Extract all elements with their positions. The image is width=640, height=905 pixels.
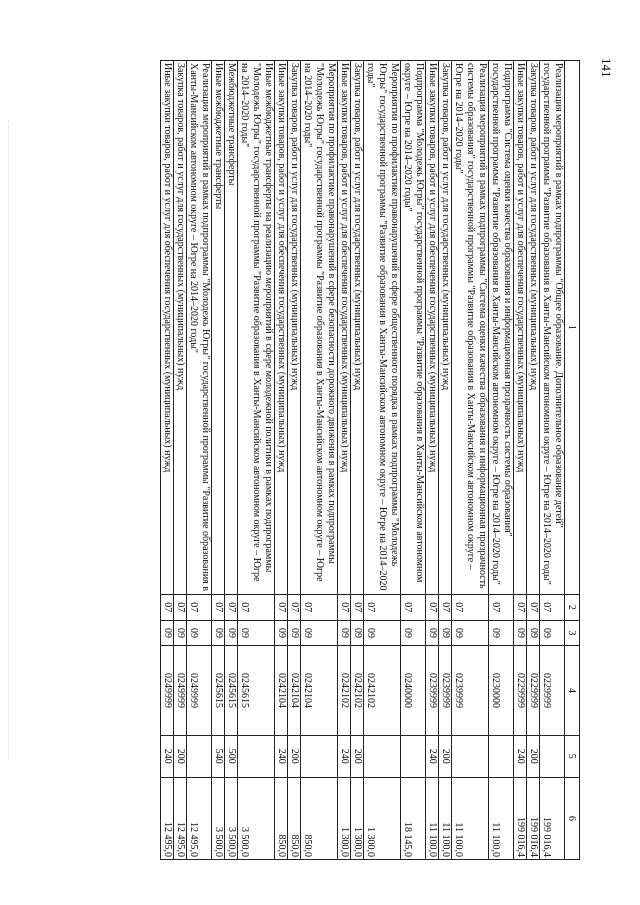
section-code: 07 — [364, 594, 401, 620]
expense-type-code: 200 — [439, 735, 452, 777]
table-row — [161, 61, 174, 860]
amount: 11 100,0 — [452, 777, 489, 859]
section-code: 07 — [275, 594, 288, 620]
amount: 850,0 — [288, 777, 301, 859]
subsection-code: 09 — [401, 620, 426, 646]
subsection-code: 09 — [174, 620, 187, 646]
table-header-row — [565, 61, 580, 860]
row-description: Закупка товаров, работ и услуг для государственных (муниципальных) нужд — [439, 61, 452, 595]
subsection-code: 09 — [439, 620, 452, 646]
subsection-code: 09 — [489, 620, 514, 646]
page-number: 141 — [599, 58, 614, 78]
subsection-code: 09 — [212, 620, 225, 646]
subsection-code: 09 — [426, 620, 439, 646]
amount: 3 500,0 — [212, 777, 225, 859]
section-code: 07 — [401, 594, 426, 620]
row-description: Закупка товаров, работ и услуг для государственных (муниципальных) нужд — [288, 61, 301, 595]
expense-type-code — [489, 735, 514, 777]
table-body — [161, 61, 565, 860]
target-article-code: 0239999 — [452, 646, 489, 735]
amount: 11 100,0 — [439, 777, 452, 859]
column-header: 6 — [565, 777, 580, 859]
table-row — [212, 61, 225, 860]
section-code: 07 — [301, 594, 338, 620]
expense-type-code: 500 — [225, 735, 238, 777]
expense-type-code — [187, 735, 212, 777]
table-row — [426, 61, 439, 860]
section-code: 07 — [540, 594, 565, 620]
section-code: 07 — [174, 594, 187, 620]
table-row — [540, 61, 565, 860]
subsection-code: 09 — [540, 620, 565, 646]
section-code: 07 — [439, 594, 452, 620]
subsection-code: 09 — [338, 620, 351, 646]
subsection-code: 09 — [187, 620, 212, 646]
row-description: Закупка товаров, работ и услуг для государственных (муниципальных) нужд — [351, 61, 364, 595]
subsection-code: 09 — [288, 620, 301, 646]
table-row — [439, 61, 452, 860]
row-description: Иные закупки товаров, работ и услуг для обеспечения государственных (муниципальных) нужд — [426, 61, 439, 595]
subsection-code: 09 — [238, 620, 275, 646]
amount: 12 495,0 — [174, 777, 187, 859]
section-code: 07 — [288, 594, 301, 620]
table-row — [401, 61, 426, 860]
expense-type-code: 200 — [351, 735, 364, 777]
table-row — [238, 61, 275, 860]
column-header: 1 — [565, 61, 580, 595]
target-article-code: 0242102 — [338, 646, 351, 735]
target-article-code: 0242102 — [351, 646, 364, 735]
amount: 3 500,0 — [225, 777, 238, 859]
amount: 12 495,0 — [187, 777, 212, 859]
table-row — [174, 61, 187, 860]
expense-type-code: 200 — [527, 735, 540, 777]
target-article-code: 0249999 — [161, 646, 174, 735]
amount: 199 016,4 — [514, 777, 527, 859]
subsection-code: 09 — [514, 620, 527, 646]
subsection-code: 09 — [301, 620, 338, 646]
section-code: 07 — [351, 594, 364, 620]
expense-type-code — [540, 735, 565, 777]
section-code: 07 — [161, 594, 174, 620]
row-description: Иные межбюджетные трансферты — [212, 61, 225, 595]
target-article-code: 0242104 — [288, 646, 301, 735]
row-description: Иные закупки товаров, работ и услуг для обеспечения государственных (муниципальных) нужд — [161, 61, 174, 595]
table-row — [489, 61, 514, 860]
expense-type-code — [452, 735, 489, 777]
amount: 11 100,0 — [426, 777, 439, 859]
row-description: Иные закупки товаров, работ и услуг для обеспечения государственных (муниципальных) нужд — [338, 61, 351, 595]
target-article-code: 0229999 — [527, 646, 540, 735]
row-description: Закупка товаров, работ и услуг для государственных (муниципальных) нужд — [174, 61, 187, 595]
column-header: 4 — [565, 646, 580, 735]
subsection-code: 09 — [225, 620, 238, 646]
amount: 3 500,0 — [238, 777, 275, 859]
row-description: Реализация мероприятий в рамках подпрограммы "Система оценки качества образования и информационная прозрачность системы образования" государственной программы "Развитие образования в Ханты-Мансийском автономном округе – Югре на 2014–2020 годы" — [452, 61, 489, 595]
table-row — [338, 61, 351, 860]
table-row — [514, 61, 527, 860]
section-code: 07 — [489, 594, 514, 620]
expense-type-code: 540 — [212, 735, 225, 777]
subsection-code: 09 — [161, 620, 174, 646]
column-header: 3 — [565, 620, 580, 646]
target-article-code: 0242104 — [275, 646, 288, 735]
amount: 11 100,0 — [489, 777, 514, 859]
expense-type-code — [364, 735, 401, 777]
subsection-code: 09 — [351, 620, 364, 646]
section-code: 07 — [527, 594, 540, 620]
target-article-code: 0229999 — [540, 646, 565, 735]
row-description: Мероприятия по профилактике правонарушений в сфере общественного порядка в рамках подпрограммы "Молодежь Югры" государственной программы "Развитие образования в Ханты-Мансийском автономном округе – Югре на 2014–2020 годы" — [364, 61, 401, 595]
section-code: 07 — [452, 594, 489, 620]
amount: 850,0 — [301, 777, 338, 859]
amount: 1 300,0 — [338, 777, 351, 859]
row-description: Межбюджетные трансферты — [225, 61, 238, 595]
target-article-code: 0242102 — [364, 646, 401, 735]
table-row — [364, 61, 401, 860]
section-code: 07 — [338, 594, 351, 620]
subsection-code: 09 — [364, 620, 401, 646]
expense-type-code: 200 — [174, 735, 187, 777]
target-article-code: 0245615 — [212, 646, 225, 735]
target-article-code: 0242104 — [301, 646, 338, 735]
expense-type-code: 240 — [275, 735, 288, 777]
row-description: Закупка товаров, работ и услуг для государственных (муниципальных) нужд — [527, 61, 540, 595]
row-description: Реализация мероприятий в рамках подпрограммы "Молодежь Югры" государственной программы "Развитие образования в Ханты-Мансийском автономном округе – Югре на 2014–2020 годы" — [187, 61, 212, 595]
table-row — [187, 61, 212, 860]
table-row — [452, 61, 489, 860]
table-row — [527, 61, 540, 860]
expense-type-code — [301, 735, 338, 777]
target-article-code: 0229999 — [514, 646, 527, 735]
expense-type-code: 240 — [514, 735, 527, 777]
rotated-page-content — [80, 60, 580, 860]
table-row — [275, 61, 288, 860]
section-code: 07 — [225, 594, 238, 620]
table-row — [351, 61, 364, 860]
subsection-code: 09 — [275, 620, 288, 646]
target-article-code: 0230000 — [489, 646, 514, 735]
subsection-code: 09 — [527, 620, 540, 646]
table-row — [301, 61, 338, 860]
row-description: Иные межбюджетные трансферты на реализацию мероприятий в сфере молодежной политики в рамках подпрограммы "Молодежь Югры" государственной программы "Развитие образования в Ханты-Мансийском автономном округе – Югре на 2014–2020 годы" — [238, 61, 275, 595]
target-article-code: 0245615 — [225, 646, 238, 735]
column-header: 2 — [565, 594, 580, 620]
amount: 18 145,0 — [401, 777, 426, 859]
target-article-code: 0240000 — [401, 646, 426, 735]
amount: 1 300,0 — [364, 777, 401, 859]
section-code: 07 — [238, 594, 275, 620]
expense-type-code: 200 — [288, 735, 301, 777]
table-row — [225, 61, 238, 860]
row-description: Подпрограмма "Система оценки качества образования и информационная прозрачность системы образования" государственной программы "Развитие образования в Ханты-Мансийском автономном округе – Югре на 2014–2020 годы" — [489, 61, 514, 595]
table-row — [288, 61, 301, 860]
expense-type-code — [238, 735, 275, 777]
amount: 1 300,0 — [351, 777, 364, 859]
amount: 850,0 — [275, 777, 288, 859]
section-code: 07 — [187, 594, 212, 620]
row-description: Подпрограмма "Молодежь Югры" государственной программы "Развитие образования в Ханты-Мансийском автономном округе – Югре на 2014–2020 годы" — [401, 61, 426, 595]
row-description: Реализация мероприятий в рамках подпрограммы "Общее образование. Дополнительное образование детей" государственной программы "Развитие образования в Ханты-Мансийском автономном округе – Югре на 2014–2020 годы" — [540, 61, 565, 595]
target-article-code: 0239999 — [426, 646, 439, 735]
target-article-code: 0249999 — [174, 646, 187, 735]
target-article-code: 0239999 — [439, 646, 452, 735]
expense-type-code: 240 — [161, 735, 174, 777]
amount: 199 016,4 — [540, 777, 565, 859]
section-code: 07 — [514, 594, 527, 620]
expense-type-code — [401, 735, 426, 777]
section-code: 07 — [426, 594, 439, 620]
column-header: 5 — [565, 735, 580, 777]
budget-table — [160, 60, 580, 860]
row-description: Иные закупки товаров, работ и услуг для обеспечения государственных (муниципальных) нужд — [275, 61, 288, 595]
row-description: Мероприятия по профилактике правонарушений в сфере безопасности дорожного движения в рамках подпрограммы "Молодежь Югры" государственной программы "Развитие образования в Ханты-Мансийском автономном округе – Югре на 2014–2020 годы" — [301, 61, 338, 595]
subsection-code: 09 — [452, 620, 489, 646]
section-code: 07 — [212, 594, 225, 620]
target-article-code: 0245615 — [238, 646, 275, 735]
amount: 199 016,4 — [527, 777, 540, 859]
expense-type-code: 240 — [426, 735, 439, 777]
amount: 12 495,0 — [161, 777, 174, 859]
row-description: Иные закупки товаров, работ и услуг для обеспечения государственных (муниципальных) нужд — [514, 61, 527, 595]
expense-type-code: 240 — [338, 735, 351, 777]
scan-edge-artifact — [8, 120, 17, 760]
target-article-code: 0249999 — [187, 646, 212, 735]
